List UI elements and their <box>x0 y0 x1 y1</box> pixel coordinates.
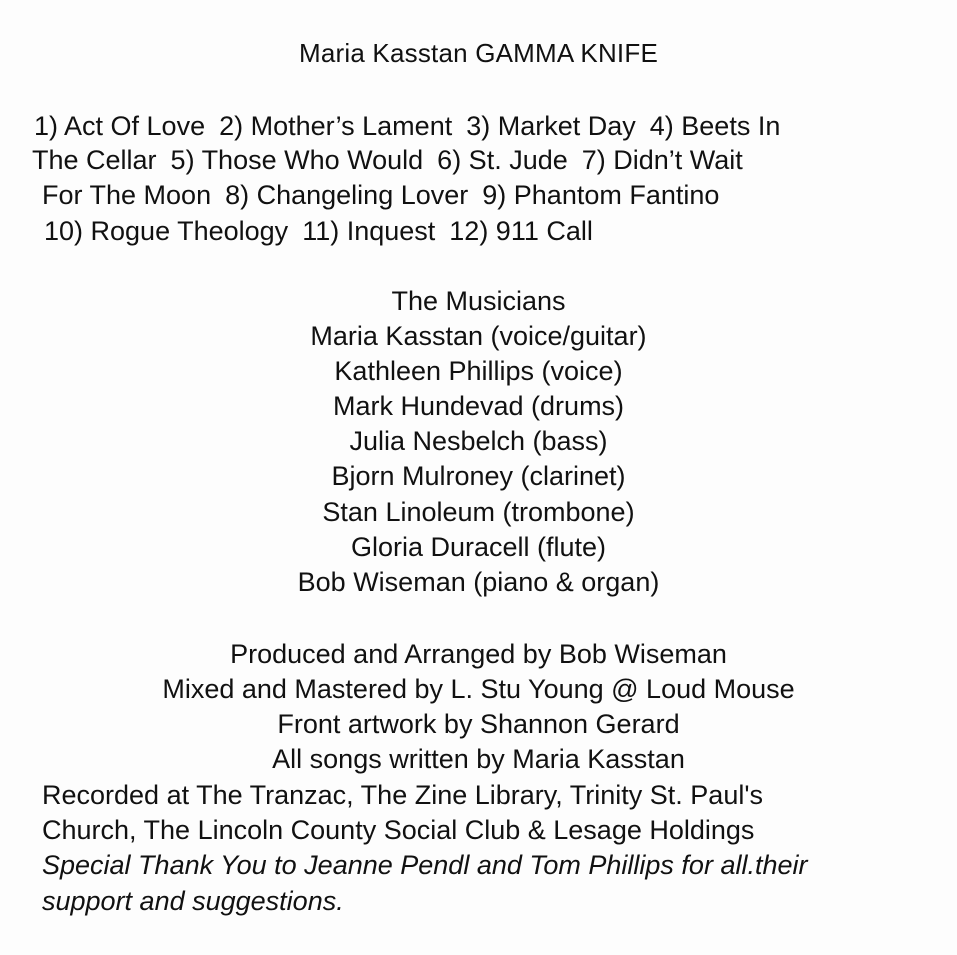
track-item: 5) Those Who Would <box>170 145 424 175</box>
track-item: 11) Inquest <box>302 216 436 246</box>
track-item: 4) Beets In <box>649 111 781 141</box>
credit-mixed: Mixed and Mastered by L. Stu Young @ Loud Mouse <box>162 674 795 704</box>
credit-recorded-line-2: Church, The Lincoln County Social Club & Lesage Holdings <box>42 815 755 845</box>
track-item: 8) Changeling Lover <box>225 180 469 210</box>
track-item: 7) Didn’t Wait <box>581 145 743 175</box>
credit-artwork: Front artwork by Shannon Gerard <box>277 709 680 739</box>
track-item: 6) St. Jude <box>437 145 568 175</box>
album-title: Maria Kasstan GAMMA KNIFE <box>299 38 658 68</box>
musician-entry: Gloria Duracell (flute) <box>350 532 607 562</box>
track-item: The Cellar <box>32 145 157 175</box>
musician-entry: Kathleen Phillips (voice) <box>334 356 623 386</box>
track-line-3 <box>42 180 733 211</box>
track-item: For The Moon <box>42 180 212 210</box>
track-line-2 <box>32 145 757 176</box>
credit-recorded-line-1: Recorded at The Tranzac, The Zine Library, Trinity St. Paul's <box>42 780 763 810</box>
track-item: 1) Act Of Love <box>34 111 206 141</box>
musician-entry: Stan Linoleum (trombone) <box>322 497 635 527</box>
track-item: 3) Market Day <box>466 111 636 141</box>
musician-entry: Mark Hundevad (drums) <box>332 391 625 421</box>
track-item: 9) Phantom Fantino <box>482 180 720 210</box>
thanks-line-1: Special Thank You to Jeanne Pendl and Tom Phillips for all.their <box>42 850 808 880</box>
track-line-4 <box>44 216 607 247</box>
musicians-heading: The Musicians <box>391 286 566 316</box>
musician-entry: Maria Kasstan (voice/guitar) <box>310 321 647 351</box>
musician-entry: Bob Wiseman (piano & organ) <box>297 567 660 597</box>
musician-entry: Bjorn Mulroney (clarinet) <box>331 461 626 491</box>
musician-entry: Julia Nesbelch (bass) <box>349 426 608 456</box>
track-item: 12) 911 Call <box>449 216 593 246</box>
track-line-1 <box>34 111 794 142</box>
thanks-line-2: support and suggestions. <box>42 886 344 916</box>
credit-produced: Produced and Arranged by Bob Wiseman <box>230 639 727 669</box>
credit-songs: All songs written by Maria Kasstan <box>272 744 685 774</box>
track-item: 2) Mother’s Lament <box>219 111 453 141</box>
track-item: 10) Rogue Theology <box>44 216 289 246</box>
